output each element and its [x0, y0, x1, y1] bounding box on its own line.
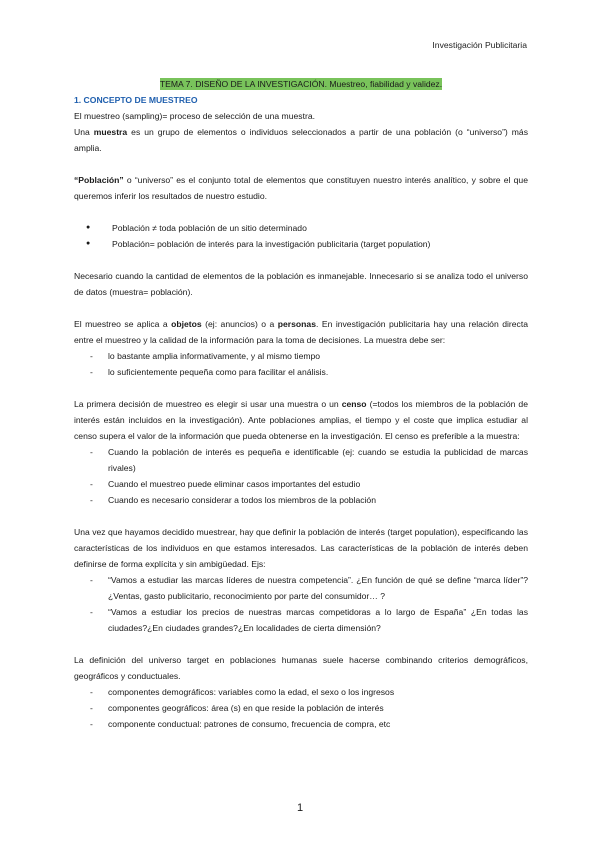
paragraph-necesario: Necesario cuando la cantidad de elementos de la población es inmanejable. Innecesario si se analiza todo el universo de datos (muestra= población).: [74, 271, 528, 297]
dash-icon: -: [90, 607, 93, 617]
paragraph-objetos-personas: El muestreo se aplica a objetos (ej: anuncios) o a personas. En investigación publicitaria hay una relación directa entre el muestreo y la calidad de la información para la toma de decisiones. La muestra debe ser:: [74, 319, 528, 345]
dash-list-muestra: [74, 348, 528, 380]
dash-list-censo: [74, 444, 528, 508]
dash-icon: -: [90, 351, 93, 361]
dash-icon: -: [90, 447, 93, 457]
dash-icon: -: [90, 719, 93, 729]
list-item: - “Vamos a estudiar las marcas líderes de nuestra competencia”. ¿En función de qué se define “marca líder”? ¿Ventas, gasto publicitario, reconocimiento por parte del consumidor… ?: [74, 572, 528, 604]
list-item: - Cuando la población de interés es pequeña e identificable (ej: cuando se estudia la publicidad de marcas rivales): [74, 444, 528, 476]
dash-icon: -: [90, 687, 93, 697]
list-item: ● Población ≠ toda población de un sitio determinado: [74, 220, 528, 236]
paragraph-universo-target: La definición del universo target en poblaciones humanas suele hacerse combinando criterios demográficos, geográficos y conductuales.: [74, 655, 528, 681]
dash-icon: -: [90, 575, 93, 585]
dash-icon: -: [90, 703, 93, 713]
list-item: - lo suficientemente pequeña como para facilitar el análisis.: [74, 364, 528, 380]
paragraph-muestra-definition: Una muestra es un grupo de elementos o individuos seleccionados a partir de una población (o “universo”) más amplia.: [74, 127, 529, 153]
dash-list-examples: [74, 572, 528, 636]
document-title: [74, 76, 528, 92]
list-item: - lo bastante amplia informativamente, y al mismo tiempo: [74, 348, 528, 364]
bullet-list-poblacion: [74, 220, 528, 252]
dash-icon: -: [90, 367, 93, 377]
section-heading: 1. CONCEPTO DE MUESTREO: [74, 95, 198, 105]
list-item: - Cuando es necesario considerar a todos los miembros de la población: [74, 492, 528, 508]
paragraph-muestreo-definition: El muestreo (sampling)= proceso de selección de una muestra.: [74, 111, 315, 121]
paragraph-target-population: Una vez que hayamos decidido muestrear, hay que definir la población de interés (target population), especificando las características de los individuos en que estamos interesados. Las características de la población de interés deben definirse de forma explícita y sin ambigüedad. Ejs:: [74, 527, 528, 569]
dash-icon: -: [90, 479, 93, 489]
list-item: - Cuando el muestreo puede eliminar casos importantes del estudio: [74, 476, 528, 492]
document-title-highlight: TEMA 7. DISEÑO DE LA INVESTIGACIÓN. Muestreo, fiabilidad y validez.: [159, 79, 443, 89]
bullet-icon: ●: [86, 224, 91, 231]
paragraph-poblacion-definition: “Población” o “universo” es el conjunto total de elementos que constituyen nuestro interés analítico, y sobre el que queremos inferir los resultados de nuestro estudio.: [74, 175, 528, 201]
list-item: - componentes geográficos: área (s) en que reside la población de interés: [74, 700, 528, 716]
list-item: - componentes demográficos: variables como la edad, el sexo o los ingresos: [74, 684, 528, 700]
list-item: - “Vamos a estudiar los precios de nuestras marcas competidoras a lo largo de España” ¿En todas las ciudades?¿En ciudades grandes?¿En localidades de cierta dimensión?: [74, 604, 528, 636]
paragraph-censo: La primera decisión de muestreo es elegir si usar una muestra o un censo (=todos los miembros de la población de interés están incluidos en la investigación). Ante poblaciones amplias, el tiempo y el coste que implica estudiar al censo supera el valor de la información que pueda obtenerse en la investigación. El censo es preferible a la muestra:: [74, 399, 528, 441]
running-header: Investigación Publicitaria: [432, 40, 527, 50]
bullet-icon: ●: [86, 240, 91, 247]
dash-list-components: [74, 684, 528, 732]
list-item: - componente conductual: patrones de consumo, frecuencia de compra, etc: [74, 716, 528, 732]
list-item: ● Población= población de interés para la investigación publicitaria (target population): [74, 236, 528, 252]
page-number: 1: [296, 802, 304, 814]
dash-icon: -: [90, 495, 93, 505]
document-body: [74, 76, 528, 732]
